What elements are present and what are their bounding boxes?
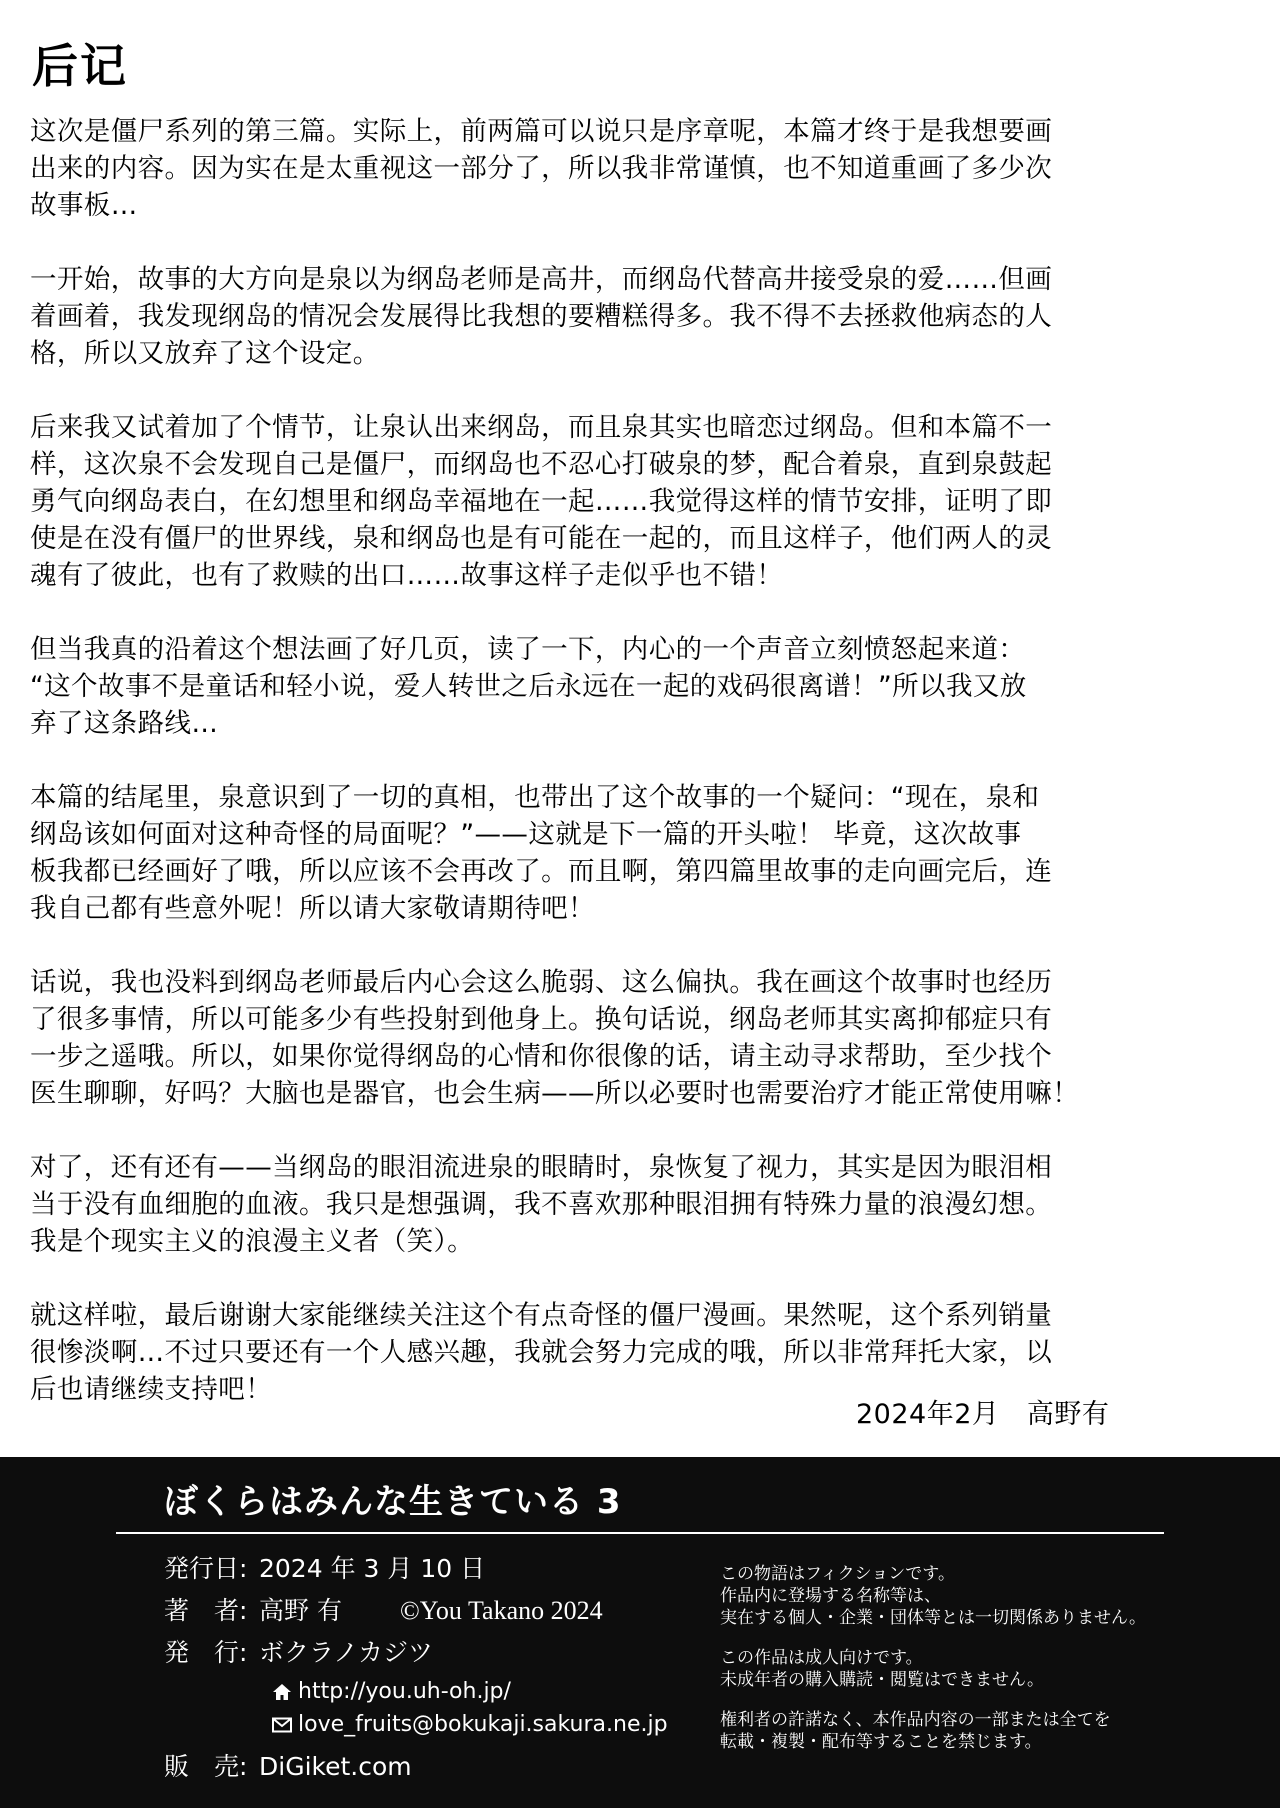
text-line: 出来的内容。因为实在是太重视这一部分了，所以我非常谨慎，也不知道重画了多少次 bbox=[30, 153, 1053, 184]
seller-row bbox=[164, 1750, 412, 1784]
text-line: 后来我又试着加了个情节，让泉认出来纲岛，而且泉其实也暗恋过纲岛。但和本篇不一 bbox=[30, 412, 1053, 443]
text-line: 样，这次泉不会发现自己是僵尸，而纲岛也不忍心打破泉的梦，配合着泉，直到泉鼓起 bbox=[30, 449, 1053, 480]
paragraph-7 bbox=[30, 1149, 1252, 1260]
website-row bbox=[272, 1677, 511, 1707]
text-line: 板我都已经画好了哦，所以应该不会再改了。而且啊，第四篇里故事的走向画完后，连 bbox=[30, 856, 1053, 887]
text-line: 纲岛该如何面对这种奇怪的局面呢？”——这就是下一篇的开头啦！ 毕竟，这次故事 bbox=[30, 819, 1022, 850]
text-line: 后也请继续支持吧！ bbox=[30, 1374, 273, 1405]
text-line: 这次是僵尸系列的第三篇。实际上，前两篇可以说只是序章呢，本篇才终于是我想要画 bbox=[30, 116, 1053, 147]
text-line: 但当我真的沿着这个想法画了好几页，读了一下，内心的一个声音立刻愤怒起来道： bbox=[30, 634, 1026, 665]
text-line: “这个故事不是童话和轻小说，爱人转世之后永远在一起的戏码很离谱！”所以我又放 bbox=[30, 671, 1027, 702]
text-line: 我自己都有些意外呢！所以请大家敬请期待吧！ bbox=[30, 893, 595, 924]
paragraph-1 bbox=[30, 113, 1252, 224]
publisher-value: ボクラノカジツ bbox=[259, 1638, 434, 1667]
author-label: 著 者: bbox=[164, 1596, 248, 1625]
notice-line: 権利者の許諾なく、本作品内容の一部または全てを bbox=[720, 1710, 1111, 1730]
text-line: 故事板… bbox=[30, 190, 138, 221]
text-line: 一步之遥哦。所以，如果你觉得纲岛的心情和你很像的话，请主动寻求帮助，至少找个 bbox=[30, 1041, 1053, 1072]
text-line: 魂有了彼此，也有了救赎的出口……故事这样子走似乎也不错！ bbox=[30, 560, 784, 591]
seller-label: 販 売: bbox=[164, 1752, 248, 1781]
text-line: 勇气向纲岛表白，在幻想里和纲岛幸福地在一起……我觉得这样的情节安排，证明了即 bbox=[30, 486, 1053, 517]
notice-line: 未成年者の購入購読・閲覧はできません。 bbox=[720, 1670, 1045, 1690]
afterword-body bbox=[30, 113, 1252, 1445]
fiction-notice bbox=[720, 1563, 1240, 1629]
author-value: 高野 有 bbox=[259, 1596, 342, 1625]
text-line: 弃了这条路线… bbox=[30, 708, 219, 739]
notice-line: 実在する個人・企業・団体等とは一切関係ありません。 bbox=[720, 1608, 1147, 1628]
author-row bbox=[164, 1594, 342, 1628]
book-title: ぼくらはみんな生きている 3 bbox=[164, 1482, 622, 1522]
colophon bbox=[0, 1457, 1280, 1808]
text-line: 就这样啦，最后谢谢大家能继续关注这个有点奇怪的僵尸漫画。果然呢，这个系列销量 bbox=[30, 1300, 1053, 1331]
paragraph-2 bbox=[30, 261, 1252, 372]
text-line: 一开始，故事的大方向是泉以为纲岛老师是高井，而纲岛代替高井接受泉的爱……但画 bbox=[30, 264, 1053, 295]
text-line: 本篇的结尾里，泉意识到了一切的真相，也带出了这个故事的一个疑问：“现在，泉和 bbox=[30, 782, 1040, 813]
publisher-row bbox=[164, 1636, 433, 1670]
website-link[interactable]: http://you.uh-oh.jp/ bbox=[298, 1679, 511, 1704]
notice-line: 転載・複製・配布等することを禁じます。 bbox=[720, 1732, 1042, 1752]
text-line: 医生聊聊，好吗？大脑也是器官，也会生病——所以必要时也需要治疗才能正常使用嘛！ bbox=[30, 1078, 1080, 1109]
text-line: 当于没有血细胞的血液。我只是想强调，我不喜欢那种眼泪拥有特殊力量的浪漫幻想。 bbox=[30, 1189, 1053, 1220]
email-link[interactable]: love_fruits@bokukaji.sakura.ne.jp bbox=[298, 1712, 668, 1737]
text-line: 我是个现实主义的浪漫主义者（笑）。 bbox=[30, 1226, 475, 1257]
adult-notice bbox=[720, 1647, 1240, 1691]
notice-line: 作品内に登場する名称等は、 bbox=[720, 1586, 941, 1606]
paragraph-8 bbox=[30, 1297, 1252, 1408]
text-line: 话说，我也没料到纲岛老师最后内心会这么脆弱、这么偏执。我在画这个故事时也经历 bbox=[30, 967, 1053, 998]
seller-value: DiGiket.com bbox=[259, 1752, 412, 1781]
mail-icon bbox=[272, 1717, 298, 1733]
legal-notices bbox=[720, 1563, 1240, 1771]
email-row bbox=[272, 1710, 668, 1740]
page-title: 后记 bbox=[32, 39, 128, 93]
copyright-restriction-notice bbox=[720, 1709, 1240, 1753]
publish-date-value: 2024 年 3 月 10 日 bbox=[259, 1554, 486, 1583]
text-line: 格，所以又放弃了这个设定。 bbox=[30, 338, 380, 369]
text-line: 很惨淡啊…不过只要还有一个人感兴趣，我就会努力完成的哦，所以非常拜托大家，以 bbox=[30, 1337, 1053, 1368]
text-line: 了很多事情，所以可能多少有些投射到他身上。换句话说，纲岛老师其实离抑郁症只有 bbox=[30, 1004, 1053, 1035]
colophon-divider bbox=[116, 1532, 1164, 1534]
paragraph-5 bbox=[30, 779, 1252, 927]
signature-date: 2024年2月 高野有 bbox=[856, 1399, 1110, 1430]
notice-line: この物語はフィクションです。 bbox=[720, 1564, 955, 1584]
text-line: 使是在没有僵尸的世界线，泉和纲岛也是有可能在一起的，而且这样子，他们两人的灵 bbox=[30, 523, 1053, 554]
paragraph-4 bbox=[30, 631, 1252, 742]
home-icon bbox=[272, 1683, 298, 1701]
copyright-notice: ©You Takano 2024 bbox=[400, 1596, 603, 1625]
publish-date-row bbox=[164, 1552, 485, 1586]
text-line: 对了，还有还有——当纲岛的眼泪流进泉的眼睛时，泉恢复了视力，其实是因为眼泪相 bbox=[30, 1152, 1053, 1183]
publisher-label: 発 行: bbox=[164, 1638, 248, 1667]
paragraph-3 bbox=[30, 409, 1252, 594]
publish-date-label: 発行日: bbox=[164, 1554, 248, 1583]
paragraph-6 bbox=[30, 964, 1252, 1112]
notice-line: この作品は成人向けです。 bbox=[720, 1648, 923, 1668]
text-line: 着画着，我发现纲岛的情况会发展得比我想的要糟糕得多。我不得不去拯救他病态的人 bbox=[30, 301, 1053, 332]
